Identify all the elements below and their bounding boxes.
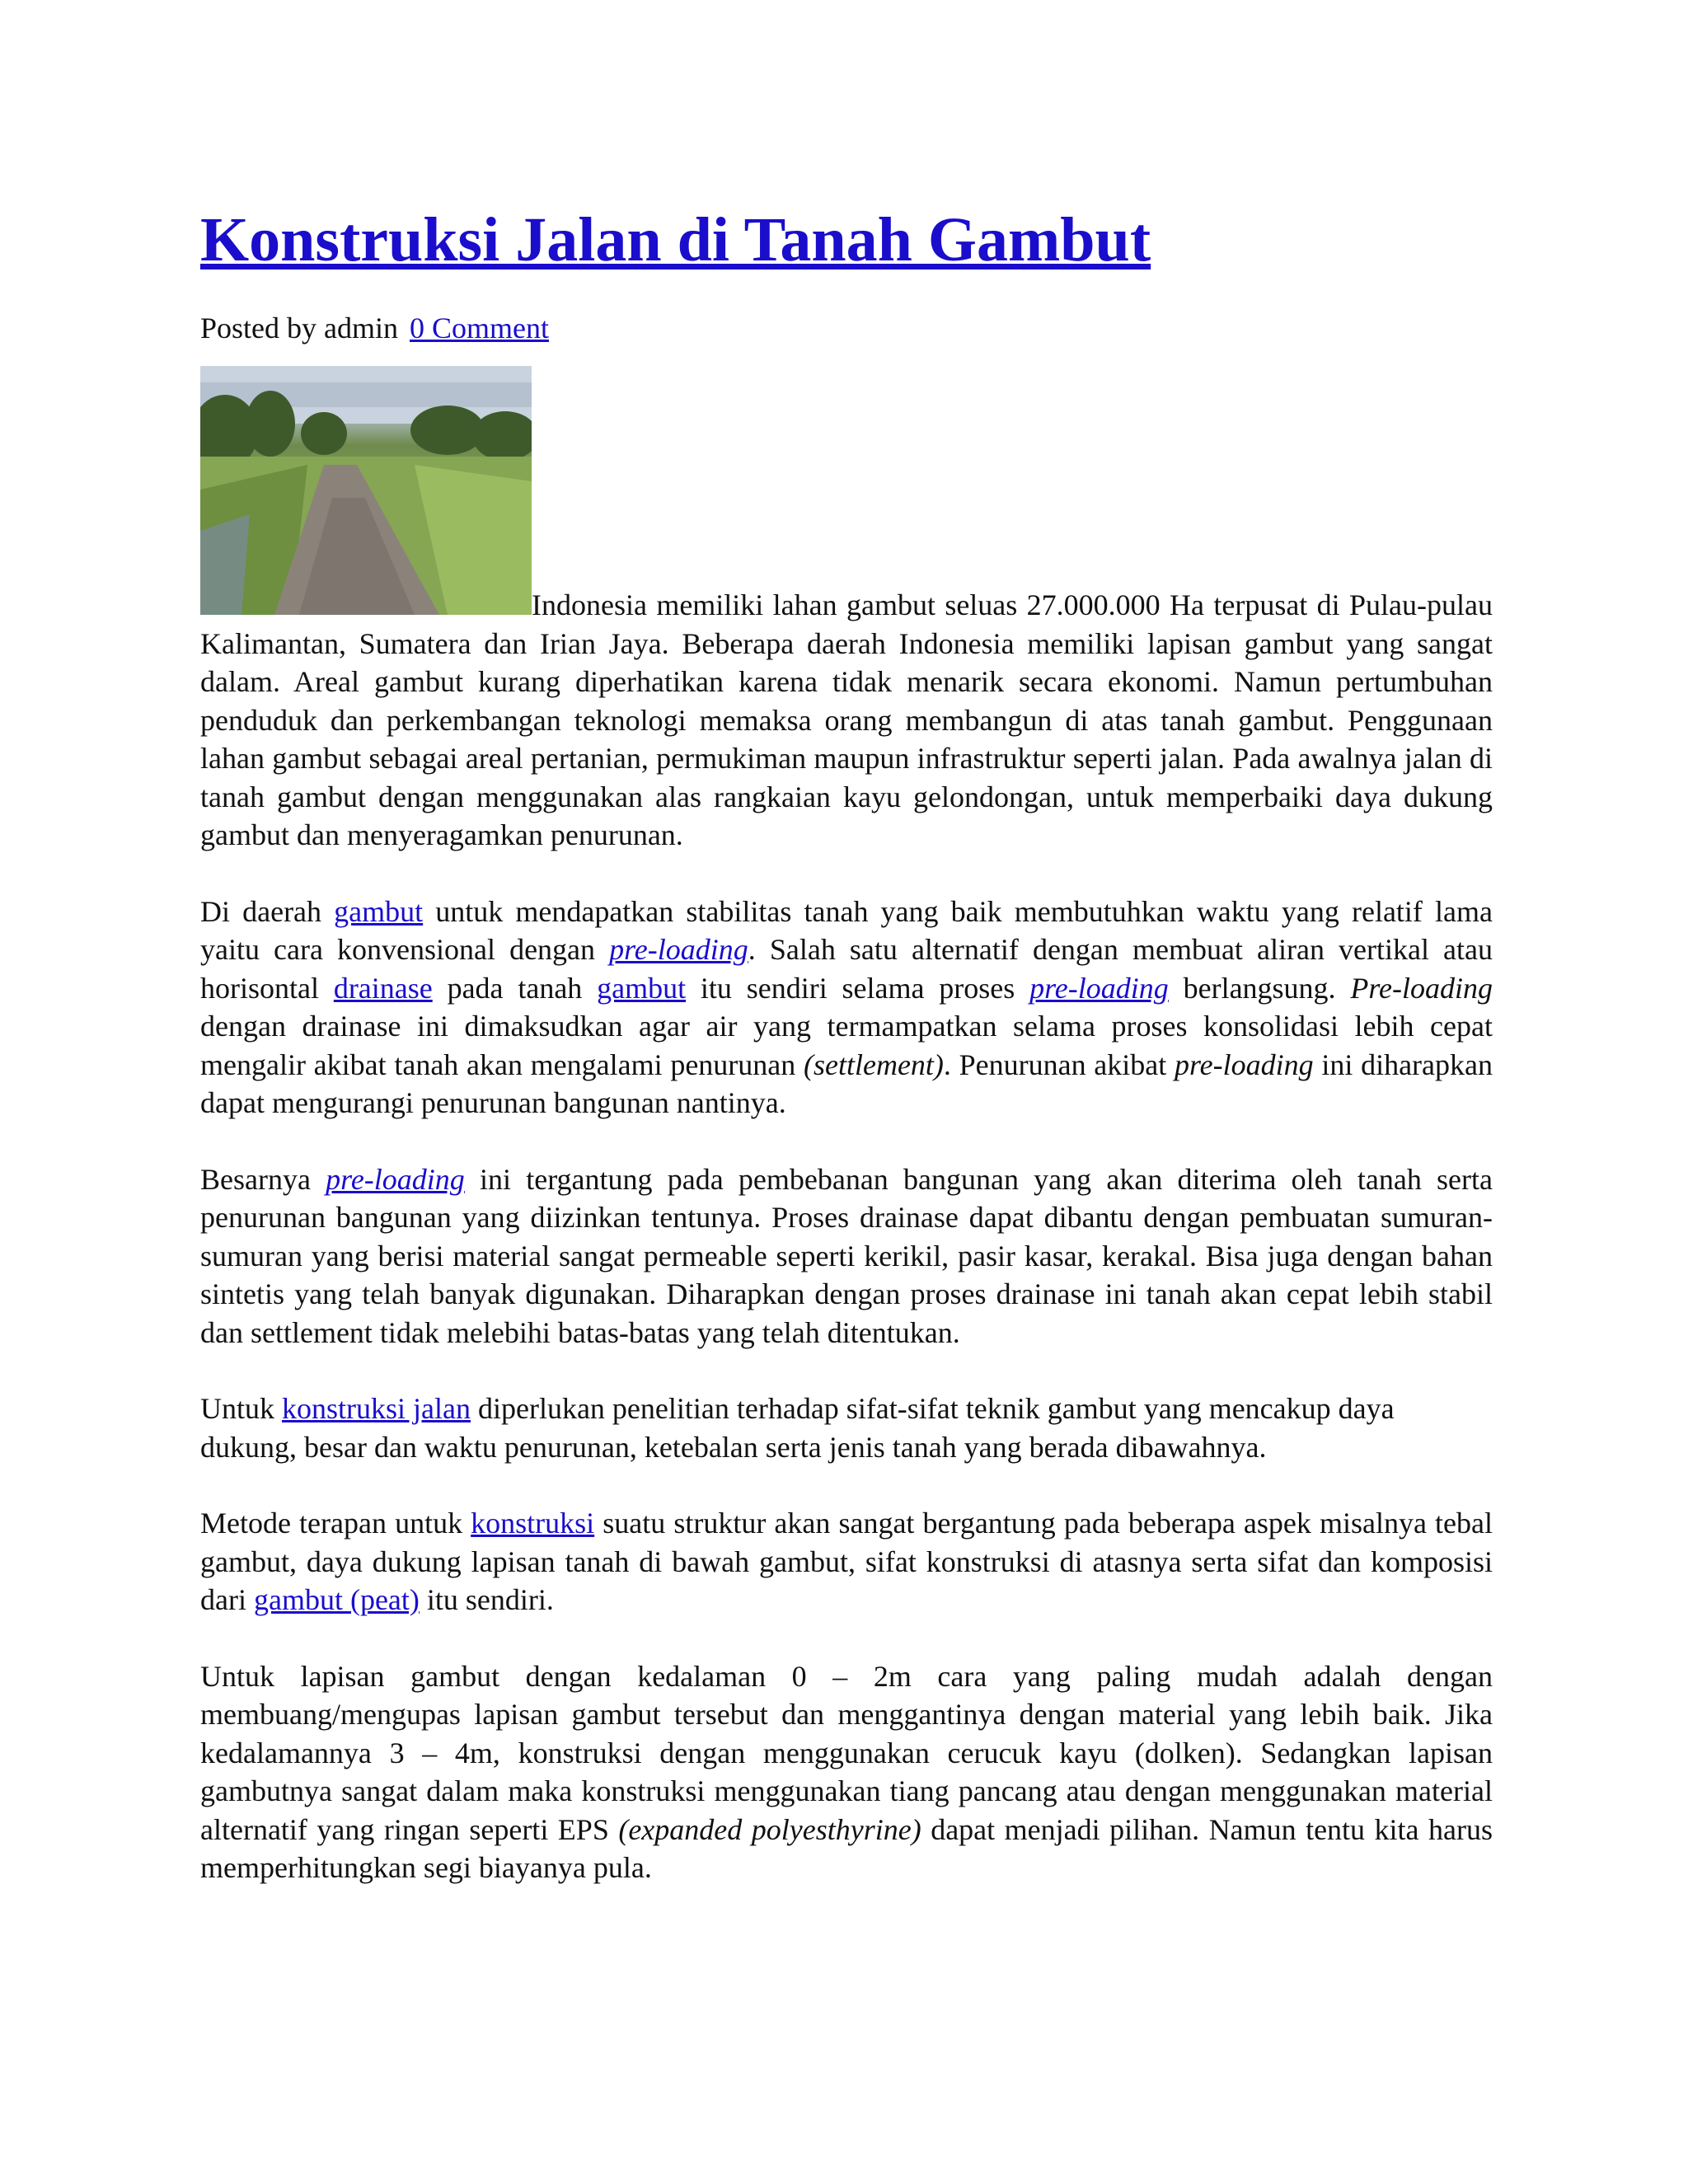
paragraph-4 (200, 1390, 1493, 1466)
link-pre-loading-3[interactable]: pre-loading (326, 1162, 465, 1196)
paragraph-3 (200, 1160, 1493, 1352)
article (200, 194, 1493, 1887)
italic-run: Pre-loading (1350, 971, 1493, 1005)
text-run: ini tergantung pada pembebanan bangunan yang akan diterima oleh tanah serta penurunan bangunan yang diizinkan tentunya. Proses drainase dapat dibantu dengan pembuatan sumuran-sumuran yang berisi material sangat permeable seperti kerikil, pasir kasar, kerakal. Bisa juga dengan bahan sintetis yang telah banyak digunakan. Diharapkan dengan proses drainase ini tanah akan cepat lebih stabil dan settlement tidak melebihi batas-batas yang telah ditentukan. (200, 1162, 1493, 1349)
link-drainase[interactable]: drainase (333, 971, 433, 1005)
comment-link[interactable]: 0 Comment (410, 312, 549, 344)
paragraph-5 (200, 1504, 1493, 1619)
posted-by: Posted by admin (200, 312, 398, 344)
text-run: itu sendiri selama proses (686, 971, 1030, 1005)
text-run: dengan drainase ini dimaksudkan agar air yang termampatkan selama proses konsolidasi lebih cepat mengalir akibat tanah akan mengalami penurunan (200, 1010, 1493, 1081)
text-run: ini diharapkan dapat mengurangi penurunan bangunan nantinya. (200, 1047, 1493, 1119)
paragraph-1 (200, 366, 1493, 855)
text-run: berlangsung. (1168, 971, 1351, 1005)
text-run: suatu struktur akan sangat bergantung pada beberapa aspek misalnya tebal gambut, daya dukung lapisan tanah di bawah gambut, sifat konstruksi di atasnya serta sifat dan komposisi dari (200, 1507, 1493, 1616)
link-gambut[interactable]: gambut (334, 894, 424, 928)
italic-run: (expanded polyesthyrine) (618, 1812, 921, 1846)
link-konstruksi[interactable]: konstruksi (471, 1507, 595, 1540)
text-run: diperlukan penelitian terhadap sifat-sifat teknik gambut yang mencakup daya dukung, besar dan waktu penurunan, ketebalan serta jenis tanah yang berada dibawahnya. (200, 1392, 1395, 1464)
text-run: untuk mendapatkan stabilitas tanah yang baik membutuhkan waktu yang relatif lama yaitu cara konvensional dengan (200, 894, 1493, 966)
text-run: . Penurunan akibat (943, 1047, 1175, 1081)
text-run: pada tanah (432, 971, 598, 1005)
link-gambut-2[interactable]: gambut (597, 971, 687, 1005)
paragraph-2 (200, 893, 1493, 1122)
text-run: . Salah satu alternatif dengan membuat aliran vertikal atau horisontal (200, 933, 1493, 1005)
link-pre-loading-2[interactable]: pre-loading (1029, 971, 1169, 1005)
post-meta (200, 308, 1493, 348)
road-photo-icon (200, 366, 532, 615)
italic-run: (settlement) (803, 1047, 944, 1081)
page-title (200, 194, 1493, 285)
text-run: dapat menjadi pilihan. Namun tentu kita harus memperhitungkan segi biayanya pula. (200, 1812, 1493, 1884)
text-run: Untuk lapisan gambut dengan kedalaman 0 – 2m cara yang paling mudah adalah dengan membuang/mengupas lapisan gambut tersebut dan menggantinya dengan material yang lebih baik. Jika kedalamannya 3 – 4m, konstruksi dengan menggunakan cerucuk kayu (dolken). Sedangkan lapisan gambutnya sangat dalam maka konstruksi menggunakan tiang pancang atau dengan menggunakan material alternatif yang ringan seperti EPS (200, 1659, 1493, 1846)
paragraph-1-text: Indonesia memiliki lahan gambut seluas 27.000.000 Ha terpusat di Pulau-pulau Kalimantan, Sumatera dan Irian Jaya. Beberapa daerah Indonesia memiliki lapisan gambut yang sangat dalam. Areal gambut kurang diperhatikan karena tidak menarik secara ekonomi. Namun pertumbuhan penduduk dan perkembangan teknologi memaksa orang membangun di atas tanah gambut. Penggunaan lahan gambut sebagai areal pertanian, permukiman maupun infrastruktur seperti jalan. Pada awalnya jalan di tanah gambut dengan menggunakan alas rangkaian kayu gelondongan, untuk memperbaiki daya dukung gambut dan menyeragamkan penurunan. (200, 588, 1493, 851)
text-run: Metode terapan untuk (200, 1507, 471, 1540)
italic-run: pre-loading (1174, 1047, 1314, 1081)
paragraph-6 (200, 1657, 1493, 1887)
text-run: itu sendiri. (419, 1583, 554, 1616)
link-gambut-peat[interactable]: gambut (peat) (253, 1583, 420, 1616)
text-run: Di daerah (200, 894, 335, 928)
title-link[interactable]: Konstruksi Jalan di Tanah Gambut (200, 205, 1151, 274)
text-run: Untuk (200, 1392, 282, 1425)
link-konstruksi-jalan[interactable]: konstruksi jalan (282, 1392, 471, 1425)
link-pre-loading[interactable]: pre-loading (609, 933, 748, 966)
text-run: Besarnya (200, 1162, 326, 1196)
